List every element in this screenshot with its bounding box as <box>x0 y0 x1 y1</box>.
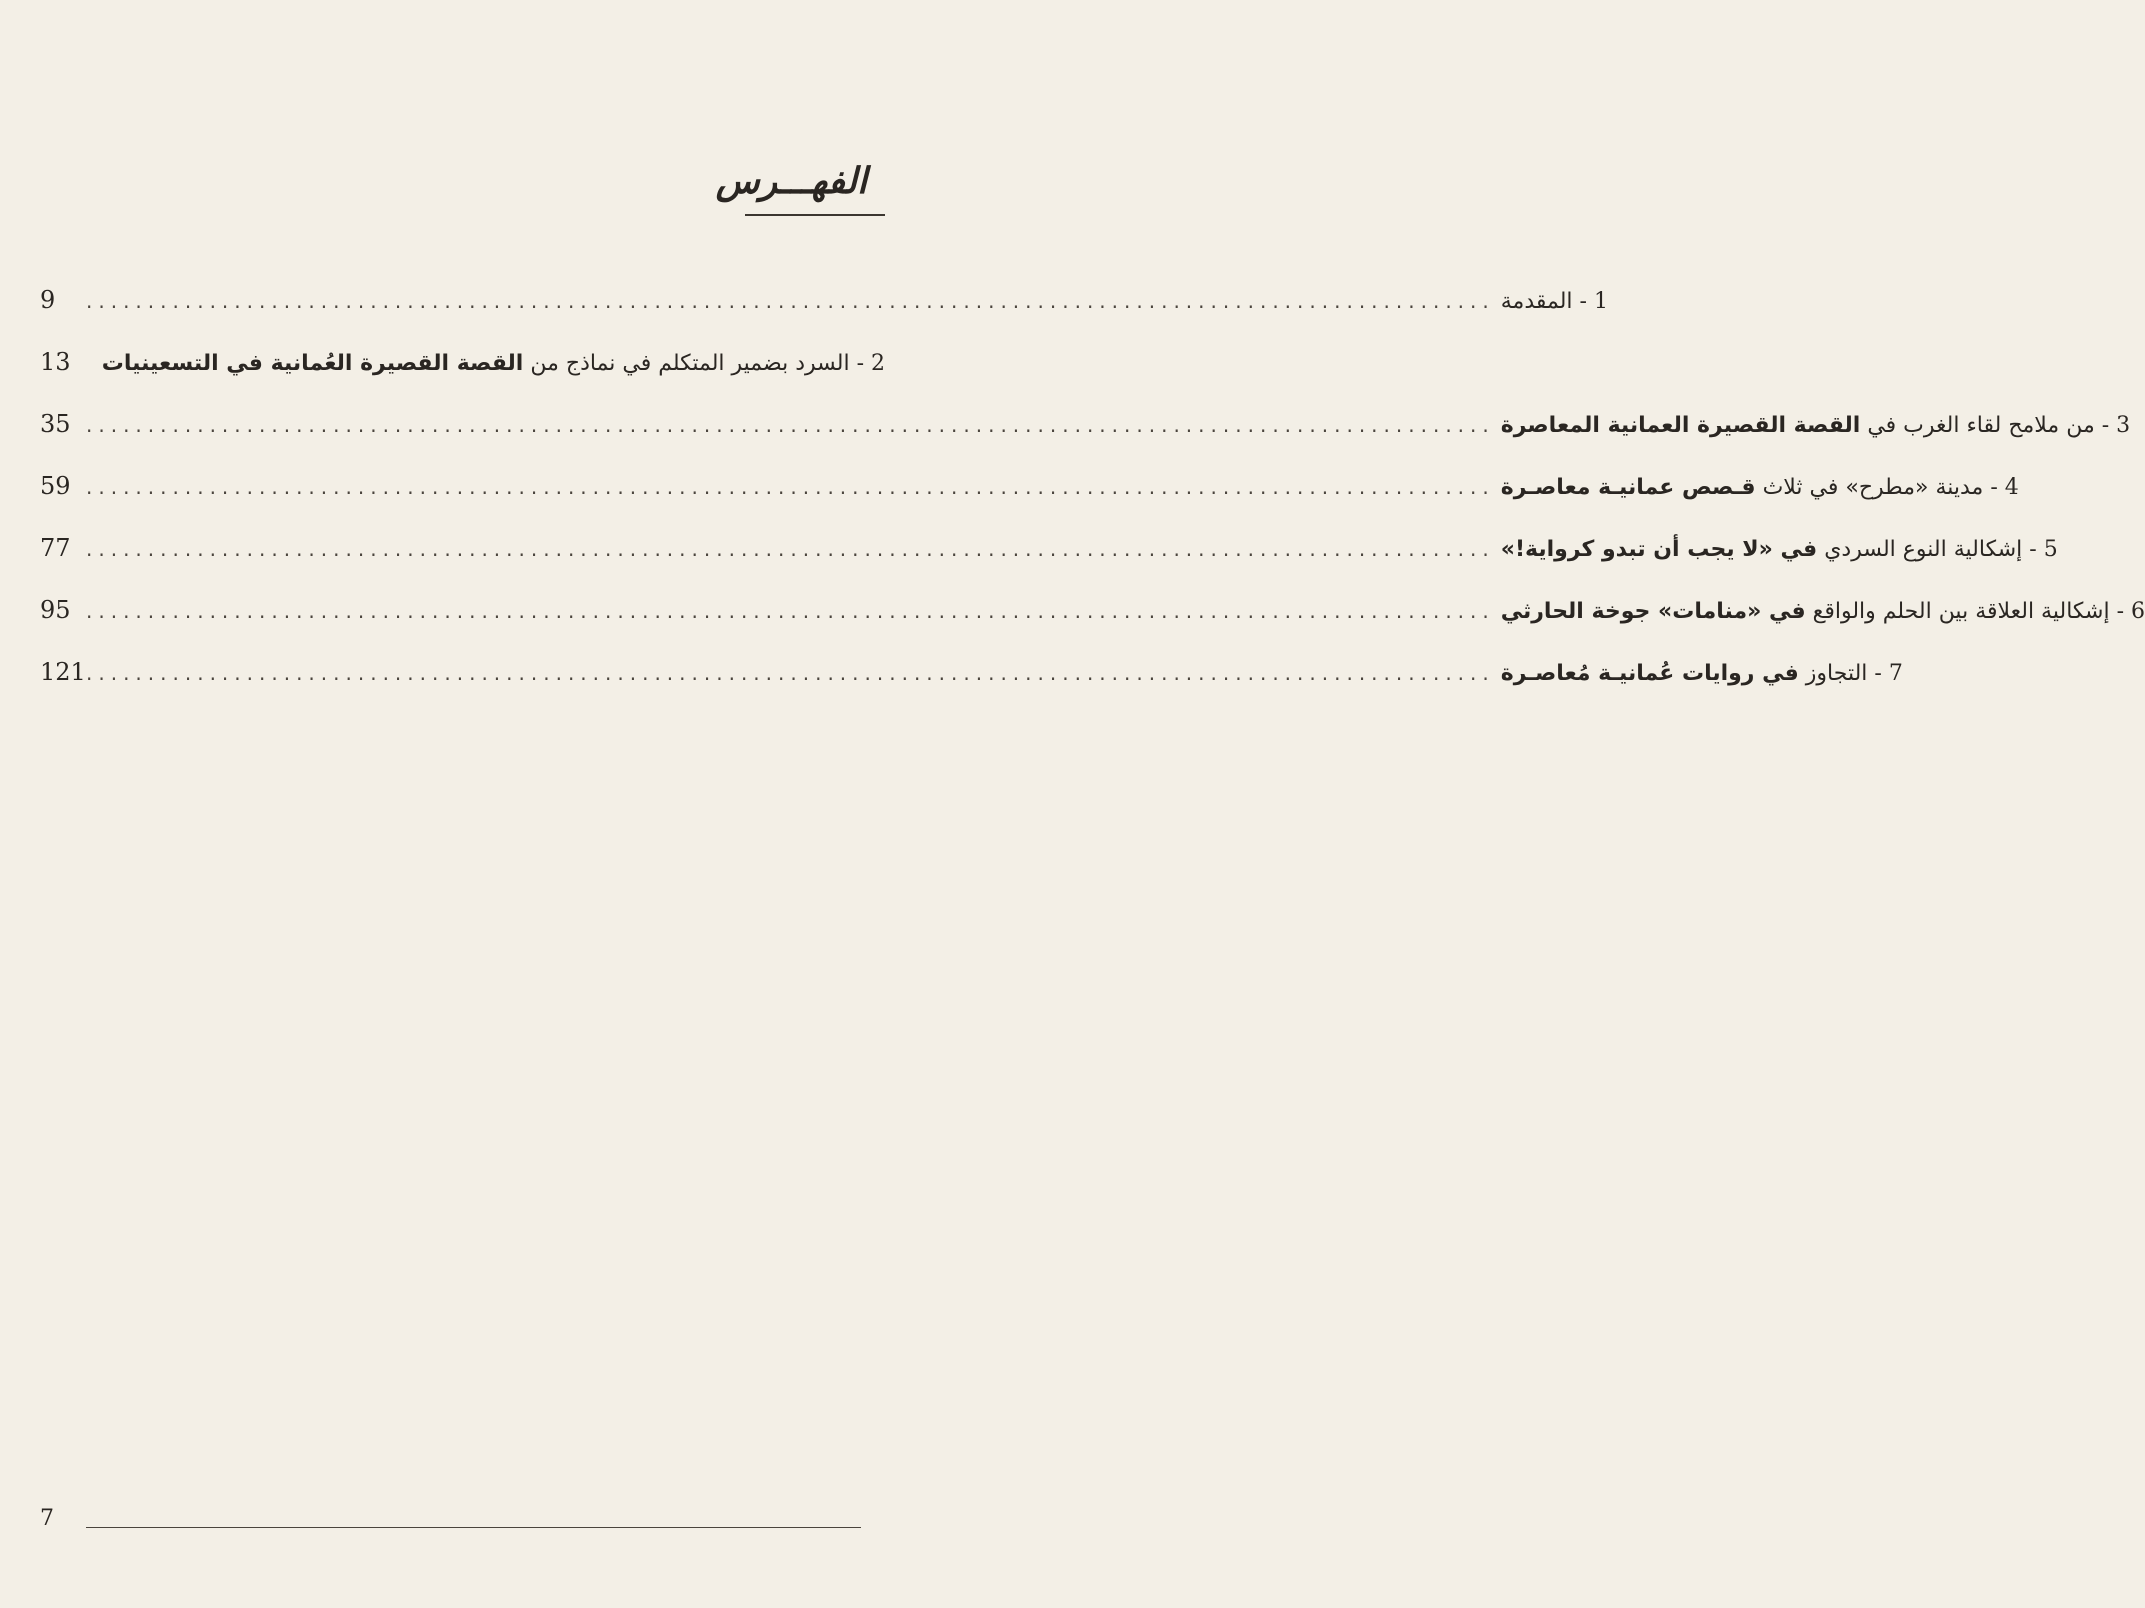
toc-entry <box>40 348 885 410</box>
toc-entry-text <box>1501 475 2019 500</box>
toc-entry-number: 2 - <box>849 351 885 376</box>
toc-entry <box>40 658 1903 720</box>
toc-page-number: 77 <box>40 534 71 562</box>
toc-entry-number: 3 - <box>2094 413 2131 438</box>
toc-entry-number: 7 - <box>1867 661 1903 686</box>
toc-entry-title: التجاوز <box>1798 661 1868 686</box>
toc-entry <box>40 534 2058 596</box>
toc-entry-title: مدينة «مطرح» في ثلاث <box>1755 475 1984 500</box>
toc-entry-number: 4 - <box>1983 475 2019 500</box>
toc-entry <box>40 472 2019 534</box>
toc-entry-title: إشكالية العلاقة بين الحلم والواقع <box>1805 599 2110 624</box>
toc-entry <box>40 596 2145 658</box>
toc-dot-leader: .................................................................................................................. <box>86 537 1495 561</box>
toc-page-number: 121 <box>40 658 86 686</box>
toc-entry-number: 1 - <box>1572 289 1608 314</box>
toc-dot-leader: .................................................................................................................. <box>86 475 1495 499</box>
table-of-contents <box>40 286 2145 720</box>
page-number: 7 <box>40 1506 54 1531</box>
toc-entry-number: 5 - <box>2022 537 2058 562</box>
toc-entry-number: 6 - <box>2109 599 2145 624</box>
toc-entry-title-bold: قـصص عمانيـة معاصـرة <box>1500 475 1756 500</box>
page-title: الفهـــرس <box>715 160 867 202</box>
toc-entry-title-bold: في «لا يجب أن تبدو كرواية!» <box>1500 537 1818 562</box>
toc-entry-text <box>1501 537 2058 562</box>
toc-page-number: 9 <box>40 286 56 314</box>
toc-entry <box>40 286 1608 348</box>
toc-dot-leader: .................................................................................................................. <box>86 413 1495 437</box>
toc-entry-text <box>1501 599 2145 624</box>
title-underline <box>745 214 885 216</box>
toc-entry <box>40 410 2131 472</box>
toc-page-number: 95 <box>40 596 71 624</box>
footer-rule <box>86 1527 861 1528</box>
toc-entry-text <box>1501 413 2130 438</box>
toc-entry-title-bold: في روايات عُمانيـة مُعاصـرة <box>1500 661 1799 686</box>
toc-page-number: 59 <box>40 472 71 500</box>
toc-entry-title: من ملامح لقاء الغرب في <box>1860 413 2095 438</box>
toc-dot-leader: .................................................................................................................. <box>86 599 1495 623</box>
toc-entry-text <box>102 351 885 376</box>
toc-entry-title-bold: القصة القصيرة العمانية المعاصرة <box>1500 413 1861 438</box>
toc-entry-title: إشكالية النوع السردي <box>1817 537 2023 562</box>
toc-entry-title-bold: القصة القصيرة العُمانية في التسعينيات <box>101 351 524 376</box>
toc-entry-text <box>1501 661 1903 686</box>
toc-page-number: 13 <box>40 348 71 376</box>
toc-entry-title-bold: في «منامات» جوخة الحارثي <box>1500 599 1806 624</box>
toc-dot-leader: .................................................................................................................. <box>86 289 1495 313</box>
toc-dot-leader: .................................................................................................................. <box>86 661 1495 685</box>
toc-page-number: 35 <box>40 410 71 438</box>
toc-entry-title: المقدمة <box>1500 289 1573 314</box>
toc-entry-text <box>1501 289 1608 314</box>
toc-entry-title: السرد بضمير المتكلم في نماذج من <box>523 351 850 376</box>
